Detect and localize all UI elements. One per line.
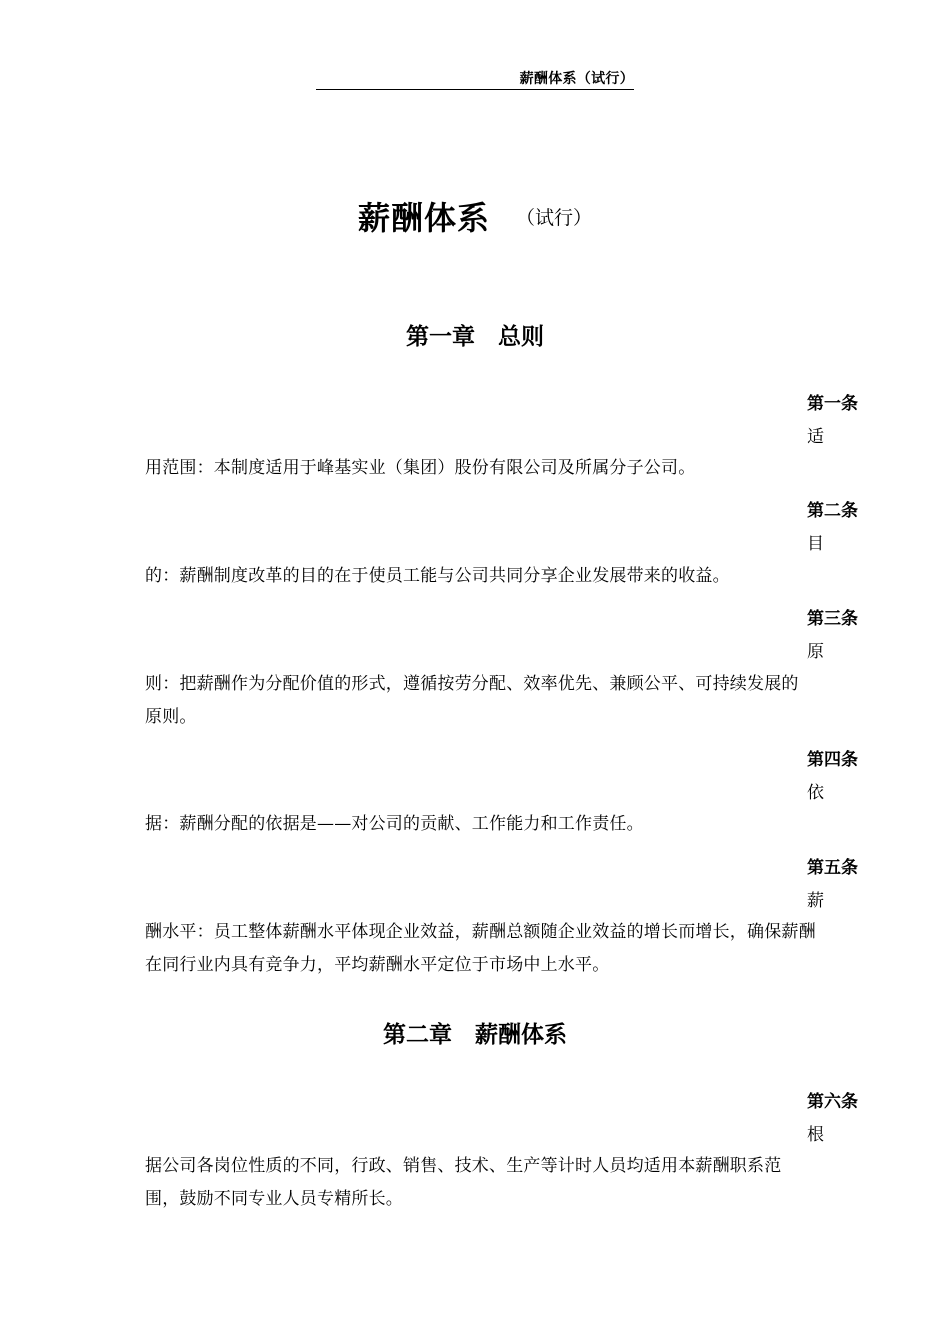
chapter-heading-1: 第一章 总则: [406, 324, 544, 350]
article-label-1: 第一条: [807, 394, 858, 414]
article-first-char-4: 依: [807, 783, 824, 803]
article-first-char-1: 适: [807, 427, 824, 447]
document-title-main: 薪酬体系: [357, 199, 490, 237]
article-text-1: 用范围：本制度适用于峰基实业（集团）股份有限公司及所属分子公司。: [145, 458, 696, 478]
running-header-title: 薪酬体系（试行）: [519, 71, 634, 87]
article-text-3: 则：把薪酬作为分配价值的形式，遵循按劳分配、效率优先、兼顾公平、可持续发展的原则。: [145, 674, 799, 727]
article-label-6: 第六条: [807, 1092, 858, 1112]
article-text-2: 的：薪酬制度改革的目的在于使员工能与公司共同分享企业发展带来的收益。: [145, 566, 730, 586]
document-title-note: （试行）: [516, 206, 593, 229]
article-first-char-3: 原: [807, 642, 824, 662]
article-first-char-6: 根: [807, 1125, 824, 1145]
article-first-char-5: 薪: [807, 891, 824, 911]
document-title: [0, 193, 950, 239]
article-label-3: 第三条: [807, 609, 858, 629]
running-header: [316, 70, 634, 90]
article-text-6: 据公司各岗位性质的不同，行政、销售、技术、生产等计时人员均适用本薪酬职系范围，鼓励不同专业人员专精所长。: [145, 1156, 782, 1209]
article-label-4: 第四条: [807, 750, 858, 770]
article-label-5: 第五条: [807, 858, 858, 878]
article-text-5: 酬水平：员工整体薪酬水平体现企业效益，薪酬总额随企业效益的增长而增长，确保薪酬在同行业内具有竞争力，平均薪酬水平定位于市场中上水平。: [145, 922, 816, 975]
article-label-2: 第二条: [807, 501, 858, 521]
chapter-heading-2: 第二章 薪酬体系: [383, 1022, 567, 1048]
article-first-char-2: 目: [807, 534, 824, 554]
article-text-4: 据：薪酬分配的依据是——对公司的贡献、工作能力和工作责任。: [145, 814, 644, 834]
